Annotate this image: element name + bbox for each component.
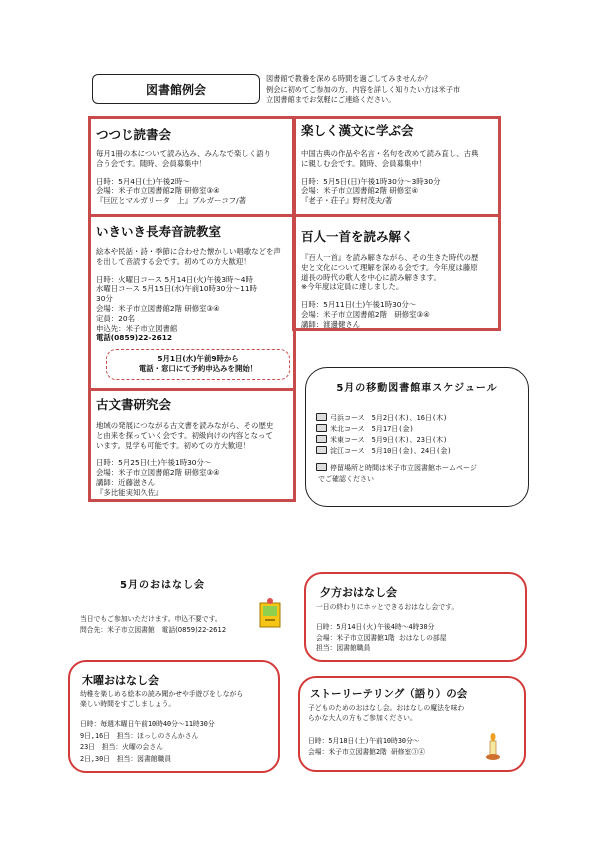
ikiiki-desc bbox=[96, 247, 287, 267]
bookmobile-title: 5月の移動図書館車スケジュール bbox=[336, 383, 498, 394]
mokuyou-title: 木曜おはなし会 bbox=[82, 674, 159, 687]
course-row bbox=[316, 424, 477, 435]
story-box bbox=[298, 676, 526, 772]
detail-line: 会場：米子市立図書館2階 研修室③④ bbox=[308, 747, 425, 756]
course-name: 淀江コース bbox=[330, 447, 365, 455]
detail-line: 9日,16日 担当：ほっしのさんかさん bbox=[80, 731, 199, 740]
detail-line: 会場：米子市立図書館2階 研修室③④ bbox=[301, 309, 430, 319]
ikiiki-title: いきいき長寿音読教室 bbox=[96, 224, 222, 239]
course-name: 米東コース bbox=[330, 436, 365, 444]
story-desc bbox=[308, 703, 464, 723]
course-dates: 5月2日(木)、16日(木) bbox=[371, 414, 448, 422]
detail-line: 日時：5月14日(火)午後4時～4時30分 bbox=[316, 623, 435, 631]
story-details bbox=[308, 736, 425, 757]
detail-line: 『多比能実知久佐』 bbox=[96, 487, 163, 497]
desc-line: 楽しい時間をすごしましょう。 bbox=[80, 700, 176, 708]
detail-line: 申込先：米子市立図書館 bbox=[96, 323, 178, 333]
yugata-title: 夕方おはなし会 bbox=[320, 586, 397, 599]
tsutsuji-details bbox=[96, 177, 287, 206]
hyakunin-title: 百人一首を読み解く bbox=[301, 229, 414, 244]
note-line: でご確認ください bbox=[318, 475, 374, 483]
tsutsuji-desc bbox=[96, 149, 287, 169]
detail-line: 日時：5月25日(土)午後1時30分～ bbox=[96, 458, 212, 468]
ohanashi-info bbox=[80, 614, 226, 636]
desc-line: います。見学も可能です。初めての方大歓迎！ bbox=[96, 440, 251, 450]
course-row bbox=[316, 413, 477, 424]
detail-line: 『巨匠とマルガリータ 上』ブルガーコフ/著 bbox=[96, 196, 247, 206]
mokuyou-details bbox=[80, 719, 215, 765]
bus-icon bbox=[316, 446, 327, 454]
ohanashi-line: 当日でもご参加いただけます。申込不要です。 bbox=[80, 615, 222, 623]
book-illustration-icon bbox=[258, 597, 282, 629]
hyakunin-box bbox=[292, 214, 501, 331]
kanbun-box bbox=[292, 116, 501, 217]
desc-line: 合う会です。随時、会員募集中！ bbox=[96, 158, 207, 168]
detail-line: 『老子・荘子』野村茂夫/著 bbox=[301, 196, 393, 206]
desc-line: 幼稚を楽しめる絵本の読み聞かせや手遊びをしながら bbox=[80, 690, 244, 698]
kanbun-title: 楽しく漢文に学ぶ会 bbox=[301, 123, 414, 138]
komonjo-box bbox=[88, 388, 296, 502]
bus-icon bbox=[316, 435, 327, 443]
detail-line: 会場：米子市立図書館1階 おはなしの部屋 bbox=[316, 633, 447, 642]
detail-line: 水曜日コース 5月15日(水)午前10時30分～11時 bbox=[96, 284, 257, 294]
desc-line: 史と文化について理解を深める会です。今年度は藤原 bbox=[301, 262, 478, 272]
course-dates: 5月9日(木)、23日(木) bbox=[371, 436, 448, 444]
hyakunin-desc bbox=[301, 253, 492, 292]
bus-stop-icon bbox=[316, 463, 327, 471]
note-line: 停留場所と時間は米子市立図書館ホームページ bbox=[330, 464, 477, 472]
detail-line: 定員：20名 bbox=[96, 313, 135, 323]
course-row bbox=[316, 435, 477, 446]
course-name: 米北コース bbox=[330, 425, 365, 433]
intro-text bbox=[266, 74, 460, 106]
bookmobile-note bbox=[316, 463, 477, 474]
detail-line: 会場：米子市立図書館2階 研修室③④ bbox=[96, 303, 220, 313]
bookmobile-courses bbox=[316, 413, 477, 485]
notice-line: 電話・窓口にて予約申込みを開始！ bbox=[138, 364, 258, 373]
desc-line: 道長の時代の歌人を中心に読み解きます。 bbox=[301, 272, 441, 282]
detail-line: 会場：米子市立図書館2階 研修室③④ bbox=[96, 468, 220, 478]
ikiiki-details bbox=[96, 275, 287, 344]
detail-line: 日時：火曜日コース 5月14日(火)午後3時～4時 bbox=[96, 274, 253, 284]
mokuyou-box bbox=[68, 660, 280, 773]
desc-line: に親しむ会です。随時、会員募集中！ bbox=[301, 158, 427, 168]
detail-line: 日時：5月5日(日)午後1時30分～3時30分 bbox=[301, 176, 441, 186]
course-dates: 5月17日(金) bbox=[371, 425, 414, 433]
detail-line: 講師：渡邊健さん bbox=[301, 319, 361, 329]
yugata-box bbox=[304, 572, 527, 662]
intro-line: 立図書館までお気軽にご連絡ください。 bbox=[266, 95, 396, 104]
bookmobile-box bbox=[305, 367, 529, 507]
course-row bbox=[316, 446, 477, 457]
komonjo-desc bbox=[96, 421, 287, 450]
course-name: 弓浜コース bbox=[330, 414, 365, 422]
notice-line: 5月1日(水)午前9時から bbox=[157, 354, 239, 363]
desc-line: 子どものためのおはなし会。おはなしの魔法を味わ bbox=[308, 704, 465, 712]
yugata-desc: 一日の終わりにホッとできるおはなし会です。 bbox=[316, 603, 459, 611]
detail-line: 2日,30日 担当：図書館職員 bbox=[80, 754, 172, 763]
desc-line: を出して音読する会です。初めての方大歓迎！ bbox=[96, 256, 251, 266]
reservation-notice bbox=[106, 349, 290, 380]
desc-line: 毎月1冊の本について読み込み、みんなで楽しく語り bbox=[96, 149, 271, 158]
desc-line: 『百人一首』を読み解きながら、その生きた時代の歴 bbox=[301, 253, 479, 262]
bus-icon bbox=[316, 413, 327, 421]
mokuyou-desc bbox=[80, 689, 243, 709]
komonjo-title: 古文書研究会 bbox=[96, 397, 172, 412]
desc-line: 絵本や民話・詩・季節に合わせた懐かしい唱歌などを声 bbox=[96, 247, 281, 256]
detail-line: 講師：近藤滋さん bbox=[96, 477, 156, 487]
detail-line: 30分 bbox=[96, 294, 113, 304]
kanbun-details bbox=[301, 177, 492, 206]
detail-line: 日時：5月4日(土)午後2時～ bbox=[96, 176, 190, 186]
detail-line: 日時：5月18日(土)午前10時30分～ bbox=[308, 737, 420, 745]
detail-line: 会場：米子市立図書館2階 研修室④ bbox=[301, 186, 419, 196]
ohanashi-title: 5月のおはなし会 bbox=[120, 580, 205, 591]
course-dates: 5月10日(金)、24日(金) bbox=[371, 447, 452, 455]
intro-line: 図書館で教養を深める時間を過ごしてみませんか？ bbox=[266, 74, 432, 83]
detail-line: 日時：毎週木曜日午前10時40分～11時30分 bbox=[80, 720, 215, 728]
detail-line: 担当：図書館職員 bbox=[316, 644, 371, 652]
desc-line: 地域の発展につながる古文書を読みながら、その歴史 bbox=[96, 421, 274, 430]
desc-line: ※今年度は定員に達しました。 bbox=[301, 282, 404, 292]
detail-line: 電話(0859)22-2612 bbox=[96, 333, 173, 343]
page-title-text: 図書館例会 bbox=[145, 82, 206, 97]
ohanashi-line: 問合先：米子市立図書館 電話(0859)22-2612 bbox=[80, 626, 227, 634]
desc-line: と由来を探っていく会です。初級向けの内容となって bbox=[96, 430, 273, 440]
bus-icon bbox=[316, 424, 327, 432]
yugata-details bbox=[316, 622, 447, 654]
desc-line: らかな大人の方もご参加ください。 bbox=[308, 714, 417, 722]
story-title: ストーリーテリング（語り）の会 bbox=[310, 688, 468, 700]
page-title bbox=[92, 74, 260, 104]
hyakunin-details bbox=[301, 300, 492, 329]
tsutsuji-box bbox=[88, 116, 296, 217]
komonjo-details bbox=[96, 458, 287, 497]
desc-line: 中国古典の作品や名言・名句を改めて読み直し、古典 bbox=[301, 149, 479, 158]
tsutsuji-title: つつじ読書会 bbox=[96, 127, 172, 142]
kanbun-desc bbox=[301, 149, 492, 169]
detail-line: 日時：5月11日(土)午後1時30分～ bbox=[301, 300, 417, 310]
detail-line: 23日 担当：火曜の会さん bbox=[80, 743, 163, 751]
candle-icon bbox=[485, 732, 501, 762]
detail-line: 会場：米子市立図書館2階 研修室③④ bbox=[96, 186, 220, 196]
intro-line: 例会に初めてご参加の方、内容を詳しく知りたい方は米子市 bbox=[266, 84, 461, 94]
